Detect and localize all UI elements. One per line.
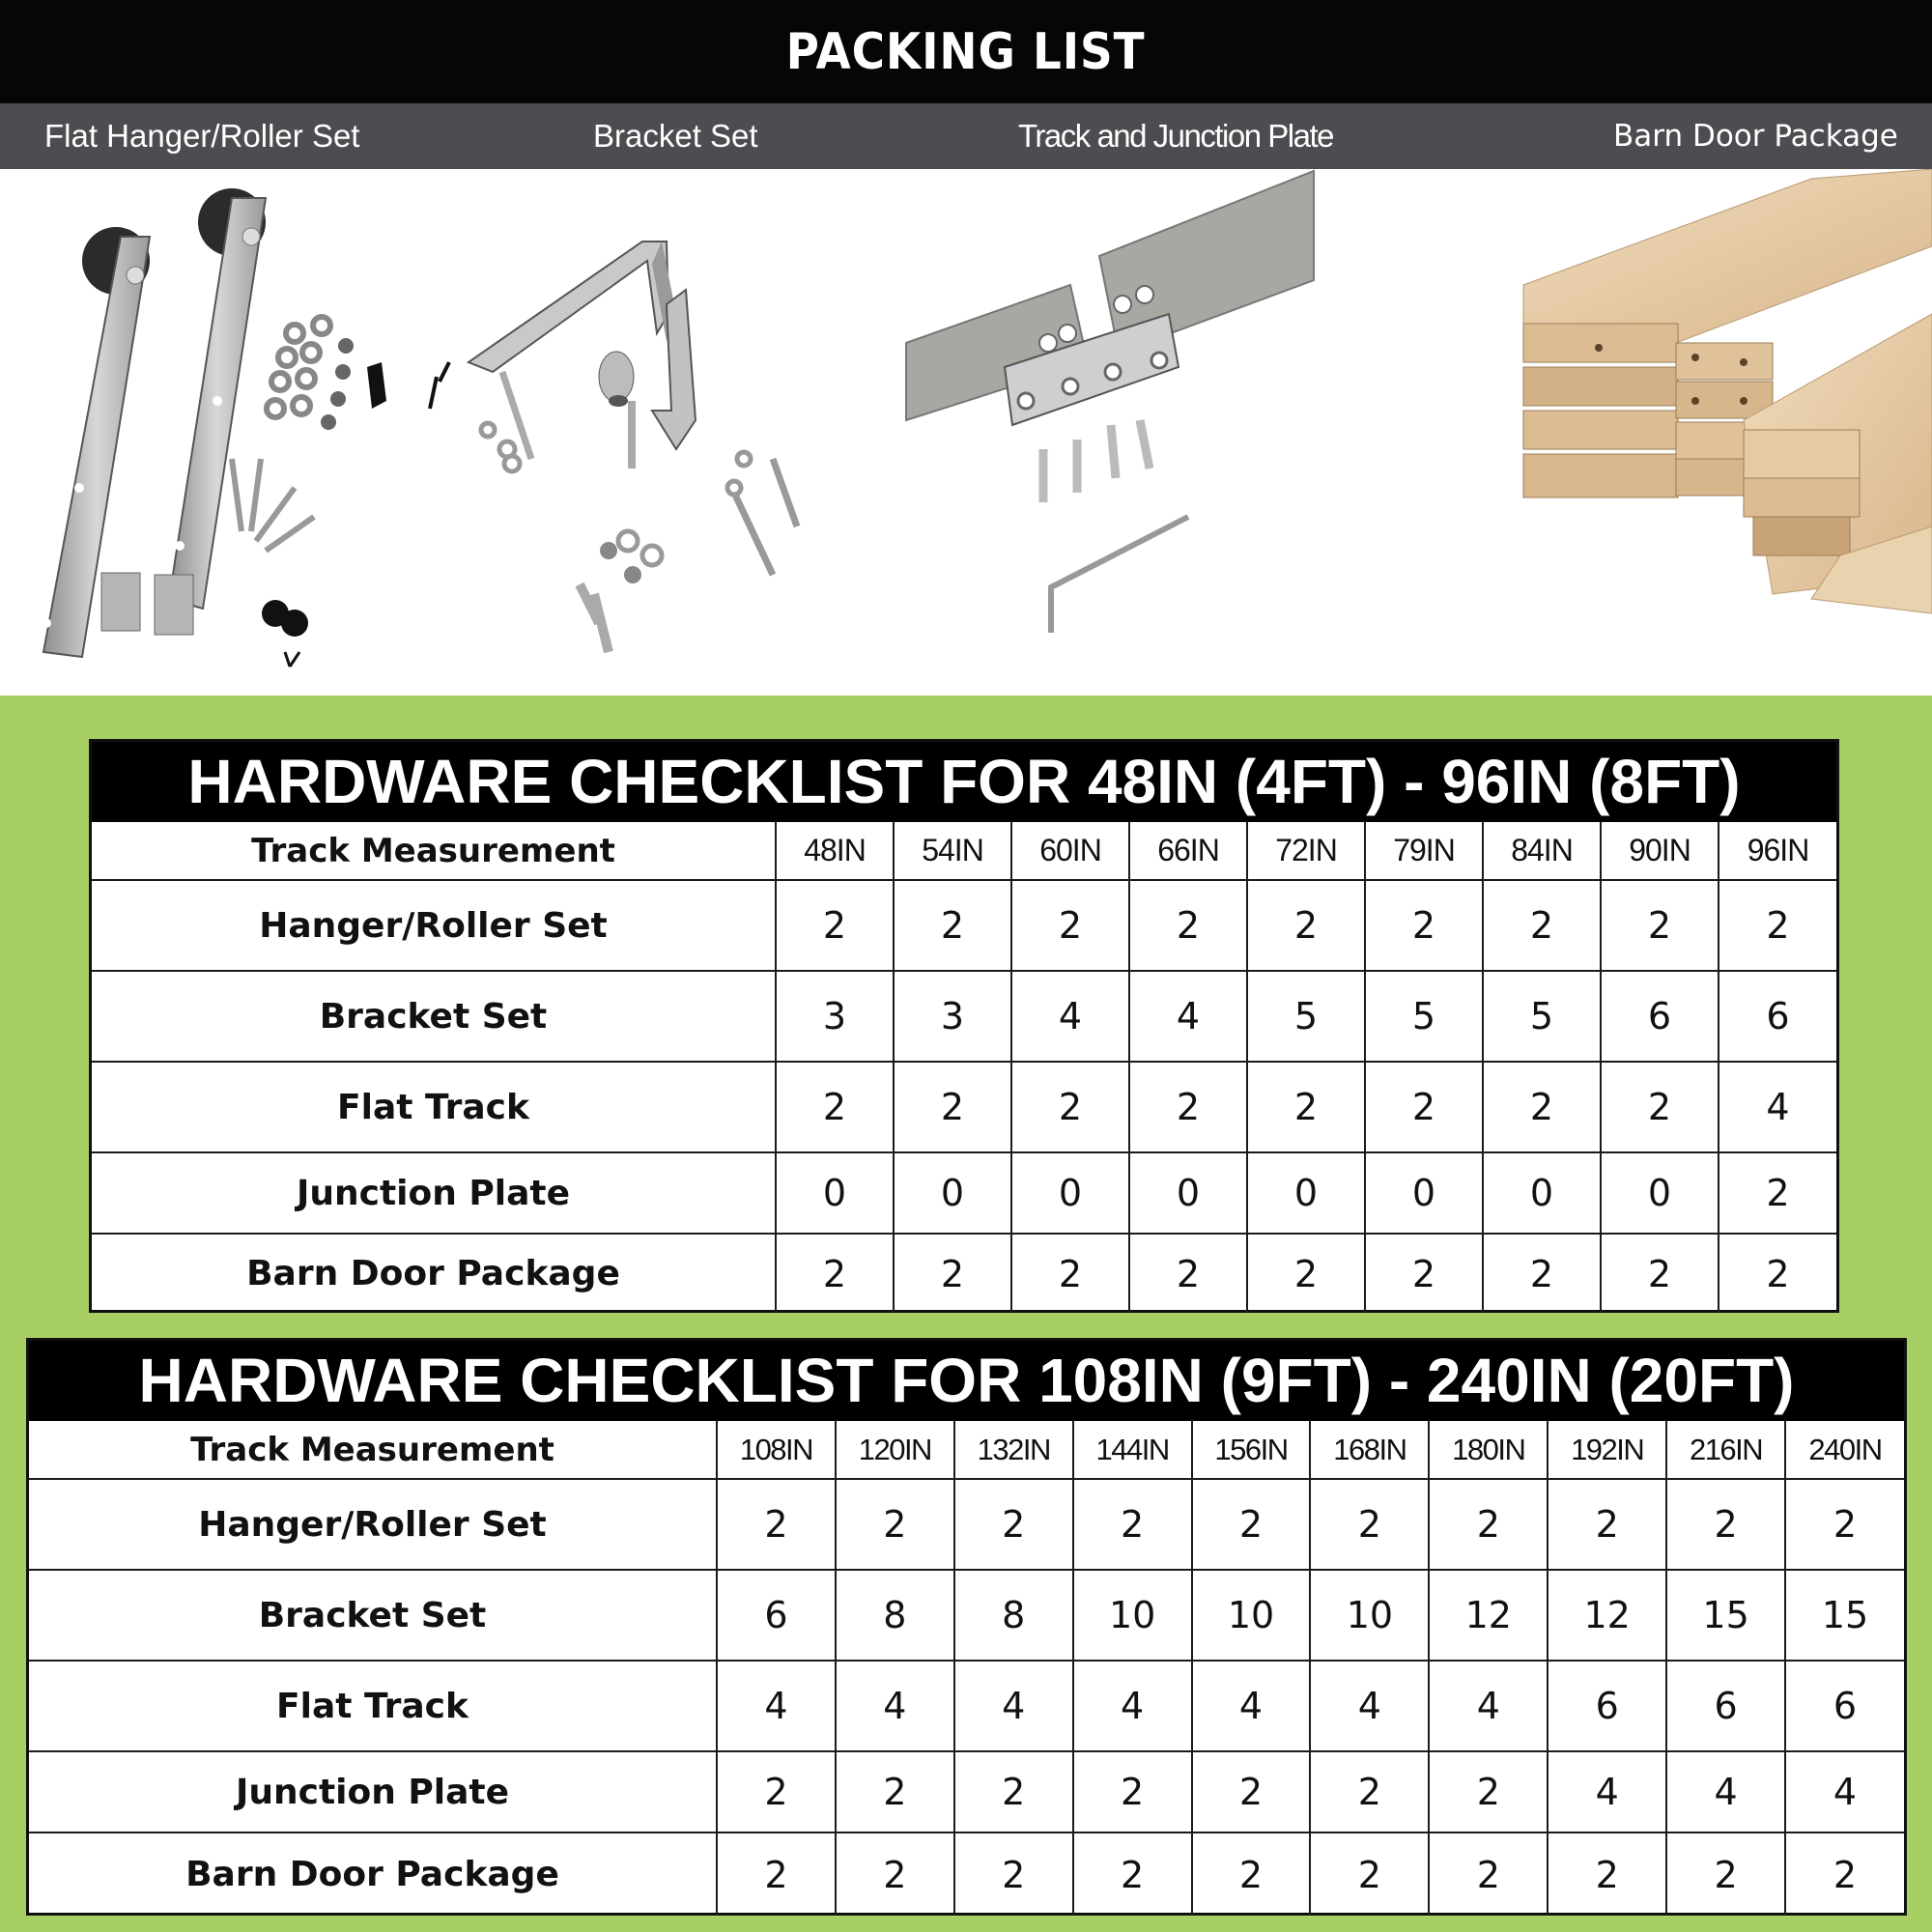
- row-label: Junction Plate: [92, 1152, 776, 1234]
- product-photo-strip: [0, 169, 1932, 696]
- cell: 2: [1666, 1479, 1785, 1570]
- cell: 2: [1365, 880, 1483, 971]
- cell: 2: [1310, 1833, 1429, 1916]
- column-header: 54IN: [894, 822, 1011, 880]
- track-junction-plate-photo: [898, 169, 1459, 696]
- cell: 3: [776, 971, 894, 1062]
- caption-hanger-roller-set: Flat Hanger/Roller Set: [44, 118, 360, 154]
- cell: 6: [1785, 1661, 1904, 1751]
- cell: 4: [1073, 1661, 1192, 1751]
- cell: 2: [1192, 1479, 1311, 1570]
- cell: 2: [894, 1062, 1011, 1152]
- cell: 2: [1785, 1479, 1904, 1570]
- cell: 2: [1129, 1234, 1247, 1313]
- header-label: Track Measurement: [92, 822, 776, 880]
- column-header: 216IN: [1666, 1421, 1785, 1479]
- row-label: Bracket Set: [29, 1570, 717, 1661]
- cell: 15: [1666, 1570, 1785, 1661]
- table-2-title: HARDWARE CHECKLIST FOR 108IN (9FT) - 240IN (20FT): [29, 1341, 1904, 1421]
- table-row: [92, 880, 1836, 971]
- cell: 2: [836, 1479, 954, 1570]
- table-row: [29, 1570, 1904, 1661]
- cell: 2: [1310, 1479, 1429, 1570]
- table-1-title: HARDWARE CHECKLIST FOR 48IN (4FT) - 96IN (8FT): [92, 742, 1836, 822]
- cell: 5: [1247, 971, 1365, 1062]
- cell: 2: [954, 1479, 1073, 1570]
- cell: 2: [1719, 1234, 1836, 1313]
- cell: 2: [1011, 1234, 1129, 1313]
- row-label: Hanger/Roller Set: [29, 1479, 717, 1570]
- hardware-checklist-table-1: [89, 739, 1839, 1313]
- column-header: 96IN: [1719, 822, 1836, 880]
- cell: 2: [776, 880, 894, 971]
- cell: 0: [894, 1152, 1011, 1234]
- cell: 6: [717, 1570, 836, 1661]
- cell: 6: [1719, 971, 1836, 1062]
- caption-bracket-set: Bracket Set: [593, 118, 758, 154]
- cell: 2: [1483, 880, 1601, 971]
- cell: 2: [717, 1833, 836, 1916]
- table-row: [29, 1479, 1904, 1570]
- cell: 2: [1601, 880, 1719, 971]
- column-header: 156IN: [1192, 1421, 1311, 1479]
- cell: 2: [1011, 880, 1129, 971]
- cell: 2: [1483, 1234, 1601, 1313]
- cell: 6: [1548, 1661, 1666, 1751]
- cell: 2: [836, 1833, 954, 1916]
- column-header: 192IN: [1548, 1421, 1666, 1479]
- column-header: 79IN: [1365, 822, 1483, 880]
- table-row: [92, 1152, 1836, 1234]
- cell: 4: [1666, 1751, 1785, 1833]
- hanger-roller-set-photo: [0, 169, 464, 696]
- cell: 2: [1666, 1833, 1785, 1916]
- cell: 3: [894, 971, 1011, 1062]
- cell: 2: [1247, 1234, 1365, 1313]
- column-header: 48IN: [776, 822, 894, 880]
- cell: 2: [894, 880, 1011, 971]
- cell: 2: [1429, 1833, 1548, 1916]
- column-header: 84IN: [1483, 822, 1601, 880]
- table-row: [92, 971, 1836, 1062]
- cell: 2: [1483, 1062, 1601, 1152]
- column-header: 168IN: [1310, 1421, 1429, 1479]
- column-header: 108IN: [717, 1421, 836, 1479]
- table-2-header-row: [29, 1421, 1904, 1479]
- cell: 4: [1129, 971, 1247, 1062]
- cell: 2: [1601, 1234, 1719, 1313]
- table-row: [92, 1062, 1836, 1152]
- column-header: 240IN: [1785, 1421, 1904, 1479]
- page-title: PACKING LIST: [786, 22, 1146, 81]
- cell: 2: [1785, 1833, 1904, 1916]
- row-label: Bracket Set: [92, 971, 776, 1062]
- cell: 2: [1601, 1062, 1719, 1152]
- cell: 2: [1548, 1833, 1666, 1916]
- cell: 15: [1785, 1570, 1904, 1661]
- cell: 0: [1365, 1152, 1483, 1234]
- cell: 4: [1192, 1661, 1311, 1751]
- cell: 5: [1365, 971, 1483, 1062]
- cell: 4: [954, 1661, 1073, 1751]
- table-row: [29, 1661, 1904, 1751]
- column-header: 66IN: [1129, 822, 1247, 880]
- cell: 2: [1192, 1833, 1311, 1916]
- cell: 2: [1073, 1751, 1192, 1833]
- cell: 2: [1548, 1479, 1666, 1570]
- column-header: 120IN: [836, 1421, 954, 1479]
- cell: 2: [1011, 1062, 1129, 1152]
- table-1-header-row: [92, 822, 1836, 880]
- column-header: 90IN: [1601, 822, 1719, 880]
- cell: 10: [1310, 1570, 1429, 1661]
- cell: 6: [1601, 971, 1719, 1062]
- cell: 0: [1011, 1152, 1129, 1234]
- barn-door-package-photo: [1521, 169, 1932, 696]
- cell: 12: [1548, 1570, 1666, 1661]
- cell: 4: [1429, 1661, 1548, 1751]
- cell: 2: [717, 1751, 836, 1833]
- cell: 2: [894, 1234, 1011, 1313]
- cell: 2: [776, 1234, 894, 1313]
- cell: 4: [1719, 1062, 1836, 1152]
- column-header: 180IN: [1429, 1421, 1548, 1479]
- row-label: Barn Door Package: [92, 1234, 776, 1313]
- page-banner: [0, 0, 1932, 103]
- cell: 2: [1129, 880, 1247, 971]
- cell: 10: [1192, 1570, 1311, 1661]
- cell: 2: [836, 1751, 954, 1833]
- header-label: Track Measurement: [29, 1421, 717, 1479]
- cell: 2: [1192, 1751, 1311, 1833]
- cell: 2: [954, 1751, 1073, 1833]
- row-label: Hanger/Roller Set: [92, 880, 776, 971]
- table-row: [92, 1234, 1836, 1313]
- cell: 2: [1719, 880, 1836, 971]
- cell: 2: [1073, 1479, 1192, 1570]
- cell: 0: [1129, 1152, 1247, 1234]
- table-row: [29, 1751, 1904, 1833]
- cell: 4: [1548, 1751, 1666, 1833]
- cell: 2: [717, 1479, 836, 1570]
- column-header: 72IN: [1247, 822, 1365, 880]
- row-label: Barn Door Package: [29, 1833, 717, 1916]
- cell: 2: [1429, 1751, 1548, 1833]
- cell: 4: [1011, 971, 1129, 1062]
- cell: 2: [776, 1062, 894, 1152]
- cell: 2: [954, 1833, 1073, 1916]
- cell: 8: [954, 1570, 1073, 1661]
- row-label: Flat Track: [29, 1661, 717, 1751]
- cell: 5: [1483, 971, 1601, 1062]
- hardware-checklist-table-2: [26, 1338, 1907, 1916]
- column-header: 132IN: [954, 1421, 1073, 1479]
- cell: 0: [776, 1152, 894, 1234]
- column-header: 144IN: [1073, 1421, 1192, 1479]
- cell: 4: [717, 1661, 836, 1751]
- cell: 2: [1073, 1833, 1192, 1916]
- caption-barn-door-package: Barn Door Package: [1613, 119, 1898, 154]
- cell: 2: [1429, 1479, 1548, 1570]
- cell: 0: [1247, 1152, 1365, 1234]
- table-2-grid: [29, 1421, 1904, 1916]
- cell: 2: [1365, 1234, 1483, 1313]
- cell: 10: [1073, 1570, 1192, 1661]
- cell: 2: [1247, 880, 1365, 971]
- table-1-grid: [92, 822, 1836, 1313]
- table-row: [29, 1833, 1904, 1916]
- row-label: Flat Track: [92, 1062, 776, 1152]
- cell: 6: [1666, 1661, 1785, 1751]
- cell: 0: [1601, 1152, 1719, 1234]
- product-caption-bar: [0, 103, 1932, 169]
- cell: 2: [1365, 1062, 1483, 1152]
- cell: 4: [1785, 1751, 1904, 1833]
- cell: 12: [1429, 1570, 1548, 1661]
- cell: 8: [836, 1570, 954, 1661]
- row-label: Junction Plate: [29, 1751, 717, 1833]
- cell: 2: [1719, 1152, 1836, 1234]
- caption-track-junction-plate: Track and Junction Plate: [1018, 118, 1333, 154]
- cell: 2: [1310, 1751, 1429, 1833]
- cell: 4: [836, 1661, 954, 1751]
- bracket-set-photo: [454, 169, 889, 696]
- cell: 2: [1247, 1062, 1365, 1152]
- column-header: 60IN: [1011, 822, 1129, 880]
- cell: 2: [1129, 1062, 1247, 1152]
- cell: 4: [1310, 1661, 1429, 1751]
- cell: 0: [1483, 1152, 1601, 1234]
